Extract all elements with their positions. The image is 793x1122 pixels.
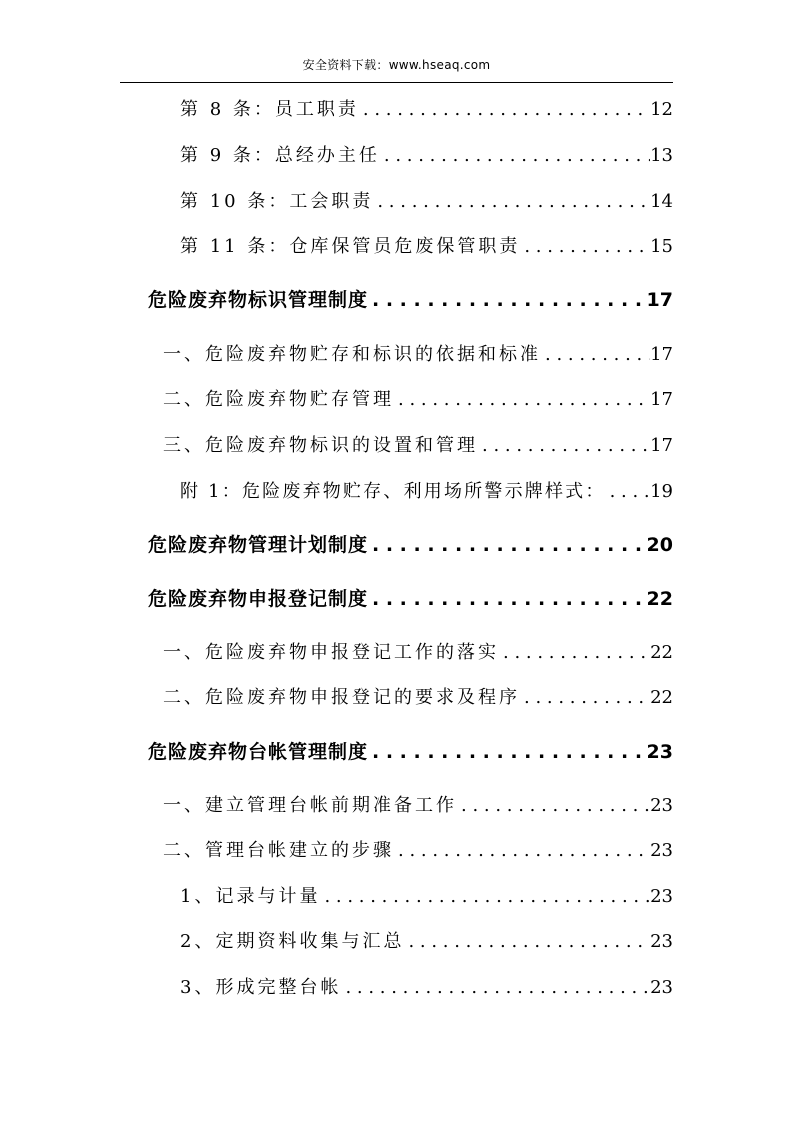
page-header: 安全资料下载：www.hseaq.com xyxy=(302,58,491,72)
toc-dot-leader xyxy=(341,975,650,1001)
toc-page-number: 19 xyxy=(650,481,673,502)
toc-entry[interactable] xyxy=(163,640,673,666)
toc-entry-title: 第 11 条：仓库保管员危废保管职责 xyxy=(180,236,521,257)
toc-entry-title: 第 9 条：总经办主任 xyxy=(180,145,380,166)
toc-entry[interactable] xyxy=(163,433,673,459)
toc-chapter-entry[interactable] xyxy=(148,532,673,558)
toc-dot-leader xyxy=(520,234,650,260)
toc-entry-title: 危险废弃物台帐管理制度 xyxy=(148,741,369,763)
toc-chapter-entry[interactable] xyxy=(148,586,673,612)
toc-entry[interactable] xyxy=(180,97,673,123)
toc-entry-title: 第 8 条：员工职责 xyxy=(180,99,359,120)
toc-entry-title: 2、定期资料收集与汇总 xyxy=(180,931,405,952)
toc-entry[interactable] xyxy=(180,189,673,215)
toc-entry-title: 附 1：危险废弃物贮存、利用场所警示牌样式： xyxy=(180,481,606,502)
toc-dot-leader xyxy=(380,143,650,169)
toc-entry[interactable] xyxy=(163,793,673,819)
toc-entry[interactable] xyxy=(180,234,673,260)
toc-dot-leader xyxy=(457,793,650,819)
toc-page-number: 14 xyxy=(650,191,673,212)
toc-entry-title: 危险废弃物申报登记制度 xyxy=(148,588,369,610)
toc-entry[interactable] xyxy=(180,884,673,910)
toc-entry-title: 一、建立管理台帐前期准备工作 xyxy=(163,795,457,816)
toc-entry-title: 危险废弃物管理计划制度 xyxy=(148,534,369,556)
toc-dot-leader xyxy=(368,532,647,558)
toc-dot-leader xyxy=(368,586,647,612)
toc-entry[interactable] xyxy=(163,342,673,368)
toc-entry[interactable] xyxy=(180,479,673,505)
toc-page-number: 20 xyxy=(646,534,673,556)
toc-entry[interactable] xyxy=(180,975,673,1001)
toc-dot-leader xyxy=(520,685,650,711)
toc-page-number: 22 xyxy=(650,642,673,663)
toc-entry[interactable] xyxy=(163,838,673,864)
toc-page-number: 13 xyxy=(650,145,673,166)
toc-entry-title: 第 10 条：工会职责 xyxy=(180,191,374,212)
toc-entry[interactable] xyxy=(163,387,673,413)
toc-page-number: 23 xyxy=(650,977,673,998)
toc-page-number: 17 xyxy=(650,435,673,456)
toc-page-number: 23 xyxy=(646,741,673,763)
toc-dot-leader xyxy=(394,838,650,864)
toc-dot-leader xyxy=(541,342,650,368)
toc-entry[interactable] xyxy=(180,143,673,169)
toc-chapter-entry[interactable] xyxy=(148,287,673,313)
toc-dot-leader xyxy=(606,479,651,505)
toc-entry[interactable] xyxy=(163,685,673,711)
toc-page-number: 23 xyxy=(650,886,673,907)
toc-entry-title: 危险废弃物标识管理制度 xyxy=(148,289,369,311)
toc-dot-leader xyxy=(368,287,647,313)
toc-entry-title: 二、管理台帐建立的步骤 xyxy=(163,840,394,861)
toc-dot-leader xyxy=(404,929,650,955)
toc-page-number: 17 xyxy=(646,289,673,311)
toc-dot-leader xyxy=(368,739,647,765)
toc-entry-title: 一、危险废弃物申报登记工作的落实 xyxy=(163,642,499,663)
toc-entry-title: 一、危险废弃物贮存和标识的依据和标准 xyxy=(163,344,541,365)
toc-page-number: 12 xyxy=(650,99,673,120)
toc-dot-leader xyxy=(359,97,650,123)
toc-page-number: 23 xyxy=(650,931,673,952)
toc-dot-leader xyxy=(373,189,650,215)
toc-entry-title: 二、危险废弃物申报登记的要求及程序 xyxy=(163,687,520,708)
toc-page-number: 22 xyxy=(650,687,673,708)
toc-chapter-entry[interactable] xyxy=(148,739,673,765)
toc-page-number: 17 xyxy=(650,344,673,365)
toc-dot-leader xyxy=(394,387,650,413)
toc-page-number: 23 xyxy=(650,795,673,816)
toc-dot-leader xyxy=(499,640,650,666)
toc-page-number: 23 xyxy=(650,840,673,861)
toc-entry-title: 三、危险废弃物标识的设置和管理 xyxy=(163,435,478,456)
toc-page-number: 17 xyxy=(650,389,673,410)
toc-entry-title: 1、记录与计量 xyxy=(180,886,321,907)
toc-dot-leader xyxy=(478,433,650,459)
toc-entry-title: 二、危险废弃物贮存管理 xyxy=(163,389,394,410)
toc-page-number: 22 xyxy=(646,588,673,610)
toc-page-number: 15 xyxy=(650,236,673,257)
toc-dot-leader xyxy=(320,884,650,910)
toc-entry-title: 3、形成完整台帐 xyxy=(180,977,342,998)
toc-entry[interactable] xyxy=(180,929,673,955)
